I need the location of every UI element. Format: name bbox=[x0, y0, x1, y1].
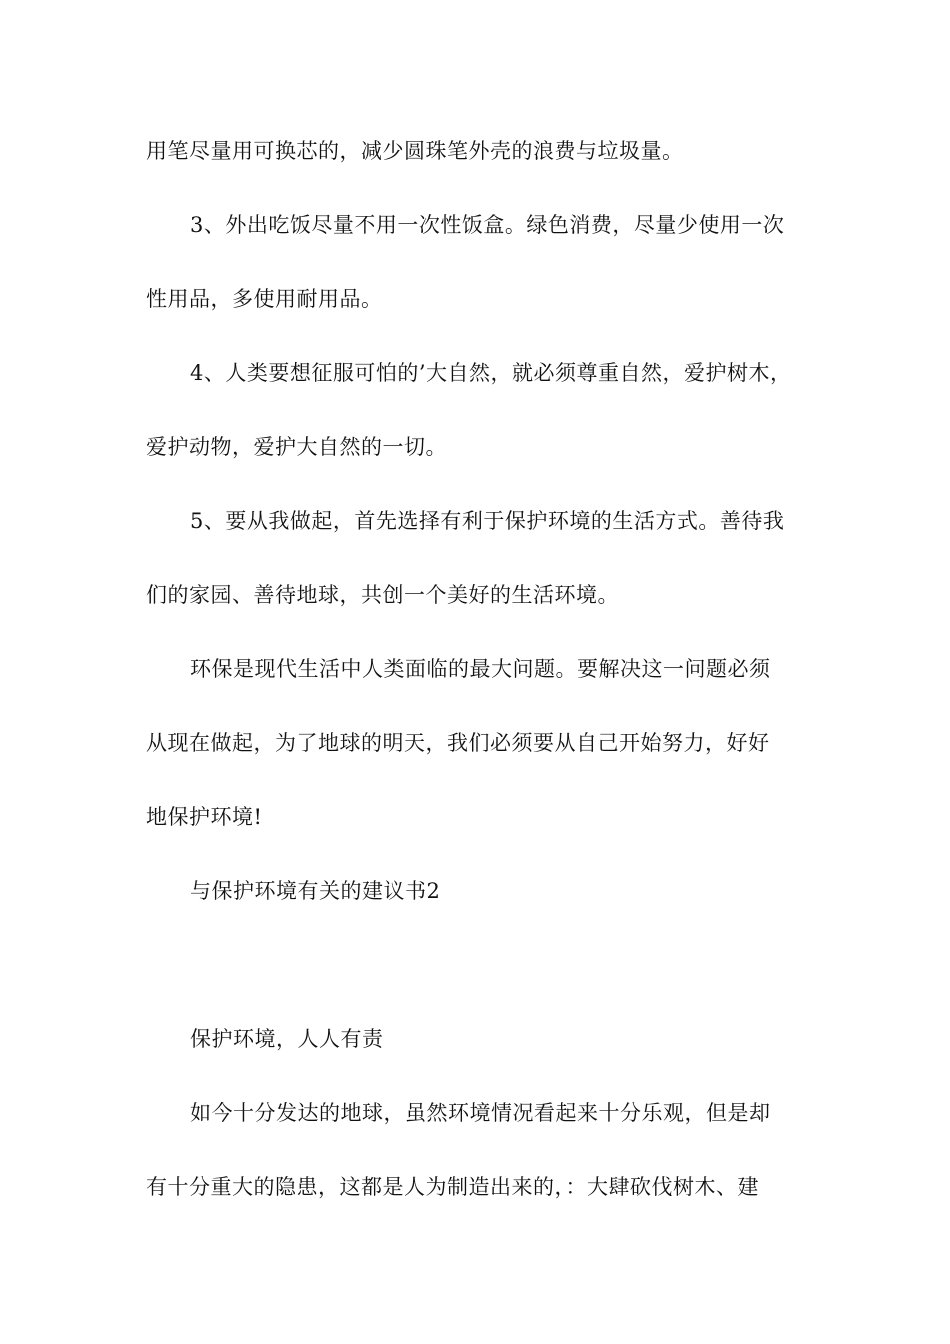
paragraph-line: 地保护环境! bbox=[146, 805, 263, 829]
paragraph-line: 环保是现代生活中人类面临的最大问题。要解决这一问题必须 bbox=[190, 657, 771, 681]
paragraph-line: 5、要从我做起，首先选择有利于保护环境的生活方式。善待我 bbox=[190, 509, 785, 533]
paragraph-line: 3、外出吃饭尽量不用一次性饭盒。绿色消费，尽量少使用一次 bbox=[190, 213, 785, 237]
paragraph-line: 有十分重大的隐患，这都是人为制造出来的，：大肆砍伐树木、建 bbox=[146, 1175, 759, 1199]
section-heading: 与保护环境有关的建议书2 bbox=[190, 879, 441, 903]
paragraph-line: 性用品，多使用耐用品。 bbox=[146, 287, 383, 311]
paragraph-line: 们的家园、善待地球，共创一个美好的生活环境。 bbox=[146, 583, 619, 607]
paragraph-line: 从现在做起，为了地球的明天，我们必须要从自己开始努力，好好 bbox=[146, 731, 770, 755]
paragraph-line: 4、人类要想征服可怕的’大自然，就必须尊重自然，爱护树木， bbox=[190, 361, 792, 385]
paragraph-line: 如今十分发达的地球，虽然环境情况看起来十分乐观，但是却 bbox=[190, 1101, 771, 1125]
paragraph-line: 用笔尽量用可换芯的，减少圆珠笔外壳的浪费与垃圾量。 bbox=[146, 139, 684, 163]
paragraph-line: 爱护动物，爱护大自然的一切。 bbox=[146, 435, 447, 459]
section-subheading: 保护环境，人人有责 bbox=[190, 1027, 384, 1051]
